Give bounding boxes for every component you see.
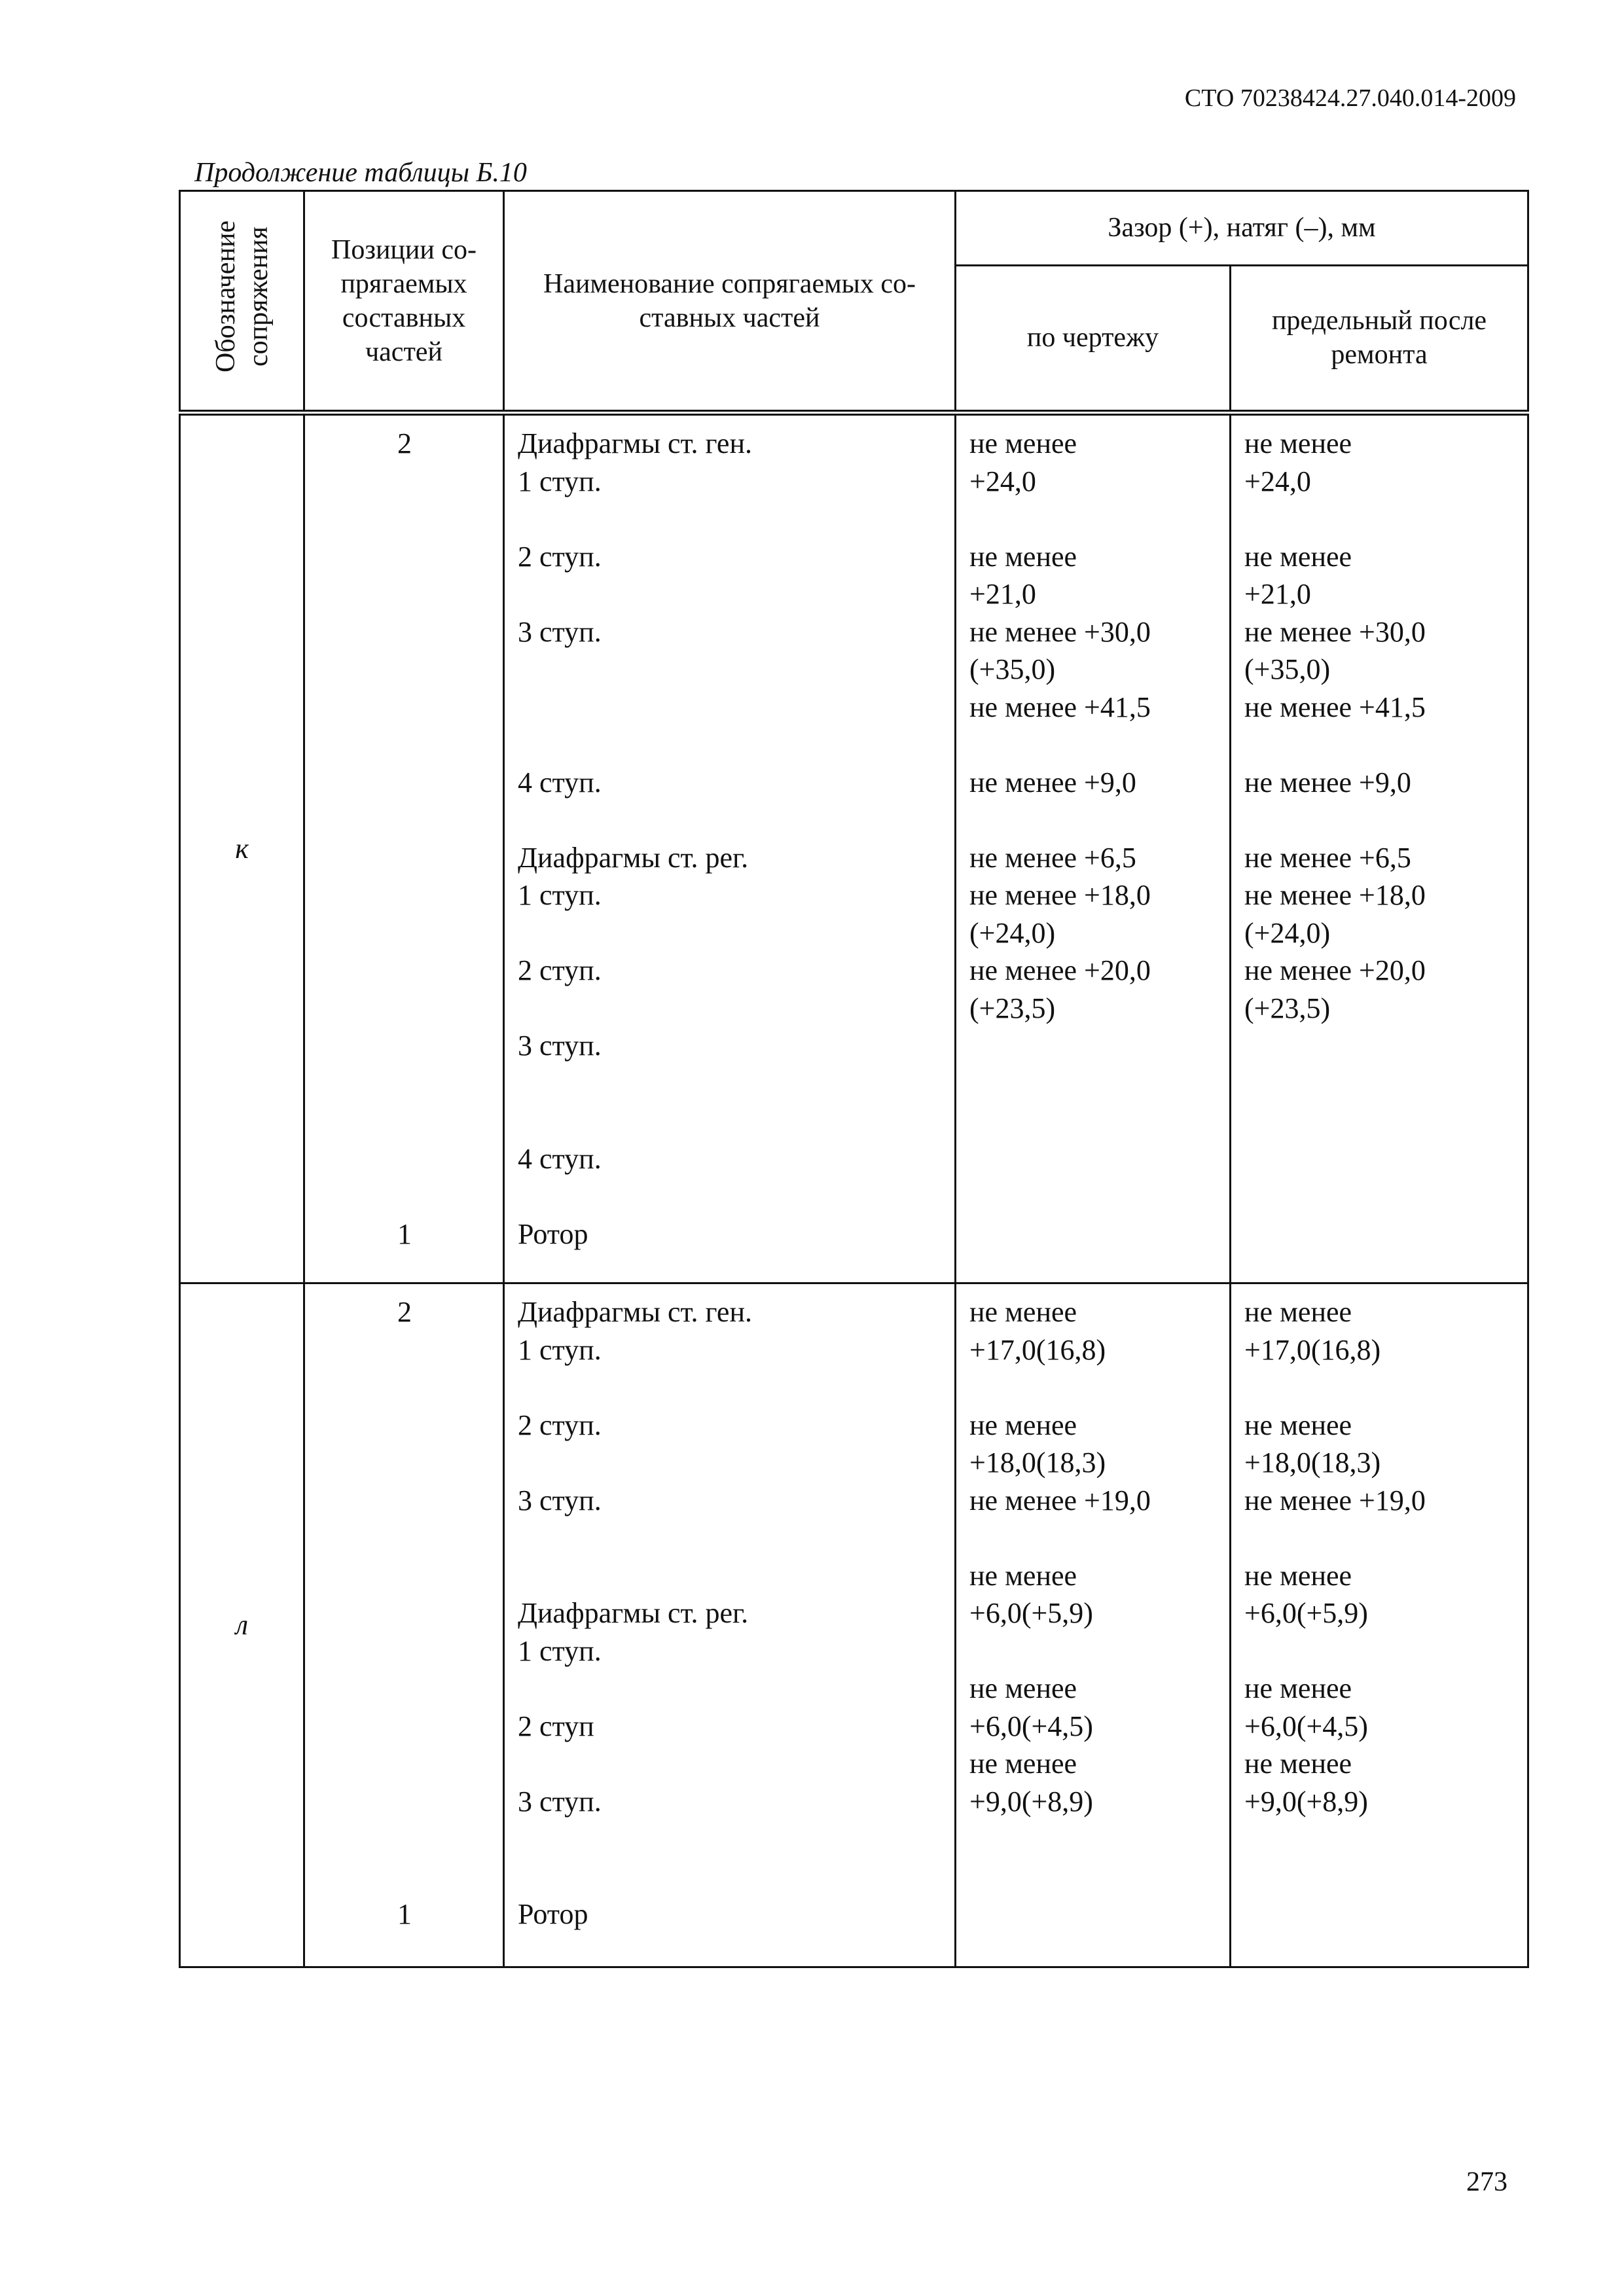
cell-line: не менее [1244,427,1352,459]
cell-line: +24,0 [969,465,1036,497]
cell-line [1244,1177,1515,1215]
cell-line [1244,801,1515,839]
cell-line [318,876,491,914]
cell-line [969,1027,1218,1065]
cell-line [318,1065,491,1103]
cell-line [518,726,943,764]
cell-line [518,801,943,839]
cell-line: не менее +41,5 [1244,691,1426,723]
cell-line: +17,0(16,8) [969,1333,1106,1366]
cell-line: не менее [969,1559,1077,1592]
cell-line: 1 [397,1217,412,1250]
cell-line [969,801,1218,839]
cell-line: не менее [1244,1559,1352,1592]
page-number: 273 [1466,2167,1507,2197]
cell-line: +9,0(+8,9) [969,1785,1093,1818]
cell-line: +6,0(+4,5) [1244,1710,1368,1742]
cell-line: не менее [1244,1672,1352,1704]
cell-line [318,1557,491,1595]
cell-line [318,1331,491,1369]
cell-line: не менее [1244,540,1352,573]
cell-line [518,1670,943,1708]
cell-line [518,1065,943,1103]
cell-line: не менее +9,0 [1244,766,1411,798]
cell-line [969,1065,1218,1103]
cell-line: Ротор [518,1217,588,1250]
cell-line [318,839,491,877]
cell-line [518,1177,943,1215]
cell-line: 3 ступ. [518,1030,602,1062]
cell-line: не менее [969,1296,1077,1328]
cell-line: Диафрагмы ст. рег. [518,1597,749,1629]
cell-line: (+35,0) [969,653,1056,685]
cell-line [969,1632,1218,1670]
cell-line: (+24,0) [969,916,1056,949]
cell-line [1244,1102,1515,1140]
cell-line: 2 [397,1296,412,1328]
cell-line [969,1519,1218,1557]
cell-line [318,764,491,802]
cell-line [969,1140,1218,1178]
limit-cell [1231,413,1528,1283]
cell-line [1244,500,1515,538]
cell-line: не менее +30,0 [969,615,1151,648]
cell-line: 2 ступ [518,1710,594,1742]
clearance-table [179,190,1529,1968]
cell-line: не менее [969,1408,1077,1441]
cell-line: не менее +30,0 [1244,615,1426,648]
cell-line: (+24,0) [1244,916,1331,949]
header-positions: Позиции со-прягаемых составных частей [304,191,504,413]
cell-line [518,651,943,689]
header-gap: Зазор (+), натяг (–), мм [956,191,1528,266]
cell-line [969,1177,1218,1215]
cell-line: не менее +6,5 [1244,841,1411,874]
cell-line [318,651,491,689]
cell-line [518,1519,943,1557]
cell-line [318,1444,491,1482]
cell-line: +24,0 [1244,465,1311,497]
cell-line [1244,1858,1515,1896]
cell-line: +18,0(18,3) [969,1446,1106,1479]
cell-line: не менее +41,5 [969,691,1151,723]
by-drawing-cell [956,413,1231,1283]
header-by-drawing: по чертежу [956,265,1231,412]
header-limit: предельный после ремонта [1231,265,1528,412]
cell-line: не менее +18,0 [969,879,1151,911]
cell-line: 4 ступ. [518,766,602,798]
cell-line: 1 ступ. [518,465,602,497]
cell-line: (+35,0) [1244,653,1331,685]
cell-line: 3 ступ. [518,615,602,648]
cell-line [1244,1065,1515,1103]
names-cell [504,413,956,1283]
by-drawing-cell [956,1283,1231,1967]
cell-line [318,613,491,651]
cell-line: не менее +20,0 [1244,954,1426,986]
cell-line [318,914,491,952]
cell-line [318,1482,491,1520]
cell-line: (+23,5) [1244,992,1331,1024]
cell-line: 2 ступ. [518,540,602,573]
cell-line [969,1820,1218,1858]
cell-line: 4 ступ. [518,1142,602,1175]
cell-line [969,1215,1218,1253]
cell-line: не менее +19,0 [969,1484,1151,1516]
cell-line: не менее [1244,1296,1352,1328]
cell-line: 1 ступ. [518,1634,602,1667]
cell-line: не менее [969,1672,1077,1704]
cell-line: не менее [1244,1408,1352,1441]
cell-line [318,538,491,576]
cell-line [318,1858,491,1896]
cell-line [318,1519,491,1557]
cell-line [318,1820,491,1858]
cell-line [518,990,943,1028]
cell-line [318,990,491,1028]
cell-line: не менее +19,0 [1244,1484,1426,1516]
cell-line [318,1708,491,1746]
cell-line [318,463,491,501]
cell-line: не менее [969,1748,1077,1780]
cell-line [518,1557,943,1595]
cell-line: Диафрагмы ст. ген. [518,1296,752,1328]
designation-mark: л [180,1283,304,1967]
cell-line: не менее [969,540,1077,573]
cell-line [518,1820,943,1858]
cell-line: 1 ступ. [518,879,602,911]
cell-line: 3 ступ. [518,1484,602,1516]
cell-line [318,1102,491,1140]
cell-line [1244,1215,1515,1253]
cell-line: не менее +20,0 [969,954,1151,986]
cell-line: Ротор [518,1898,588,1930]
cell-line [318,500,491,538]
cell-line: 3 ступ. [518,1785,602,1818]
cell-line: не менее [969,427,1077,459]
cell-line [518,1102,943,1140]
table-caption: Продолжение таблицы Б.10 [194,158,527,188]
cell-line [1244,1140,1515,1178]
cell-line [318,726,491,764]
cell-line [318,1783,491,1821]
positions-cell [304,413,504,1283]
cell-line [969,1102,1218,1140]
names-cell [504,1283,956,1967]
cell-line [318,801,491,839]
cell-line [969,1895,1218,1933]
cell-line [518,689,943,726]
cell-line [318,1745,491,1783]
cell-line [1244,1632,1515,1670]
cell-line [1244,1820,1515,1858]
positions-cell [304,1283,504,1967]
cell-line [318,1177,491,1215]
cell-line [318,1369,491,1407]
cell-line: +18,0(18,3) [1244,1446,1381,1479]
cell-line: +21,0 [1244,578,1311,610]
cell-line: +9,0(+8,9) [1244,1785,1368,1818]
cell-line: не менее +6,5 [969,841,1136,874]
cell-line [969,1369,1218,1407]
designation-mark: к [180,413,304,1283]
cell-line [969,1858,1218,1896]
cell-line [318,575,491,613]
cell-line: (+23,5) [969,992,1056,1024]
table-row [180,1283,1528,1967]
cell-line: 2 ступ. [518,954,602,986]
cell-line [318,1594,491,1632]
cell-line [518,1369,943,1407]
cell-line [518,1858,943,1896]
cell-line [1244,1895,1515,1933]
cell-line: не менее [1244,1748,1352,1780]
header-designation: Обозначение сопряжения [180,191,304,413]
cell-line [1244,726,1515,764]
cell-line: 1 ступ. [518,1333,602,1366]
cell-line [318,1027,491,1065]
cell-line: 1 [397,1898,412,1930]
cell-line: 2 ступ. [518,1408,602,1441]
cell-line [518,914,943,952]
cell-line [518,500,943,538]
cell-line [518,1444,943,1482]
cell-line [318,1407,491,1444]
cell-line: 2 [397,427,412,459]
cell-line [318,1670,491,1708]
cell-line: +17,0(16,8) [1244,1333,1381,1366]
cell-line [1244,1519,1515,1557]
cell-line [318,1632,491,1670]
cell-line: +6,0(+5,9) [969,1597,1093,1629]
cell-line: не менее +18,0 [1244,879,1426,911]
cell-line: +21,0 [969,578,1036,610]
cell-line [969,726,1218,764]
cell-line [518,1745,943,1783]
limit-cell [1231,1283,1528,1967]
cell-line: Диафрагмы ст. рег. [518,841,749,874]
cell-line [1244,1027,1515,1065]
cell-line [1244,1369,1515,1407]
cell-line [318,952,491,990]
cell-line [318,1140,491,1178]
cell-line: Диафрагмы ст. ген. [518,427,752,459]
header-names: Наименование сопрягаемых со-ставных частей [504,191,956,413]
cell-line: +6,0(+4,5) [969,1710,1093,1742]
table-row [180,413,1528,1283]
cell-line: не менее +9,0 [969,766,1136,798]
cell-line: +6,0(+5,9) [1244,1597,1368,1629]
document-code: СТО 70238424.27.040.014-2009 [1184,84,1516,112]
cell-line [518,575,943,613]
cell-line [318,689,491,726]
cell-line [969,500,1218,538]
